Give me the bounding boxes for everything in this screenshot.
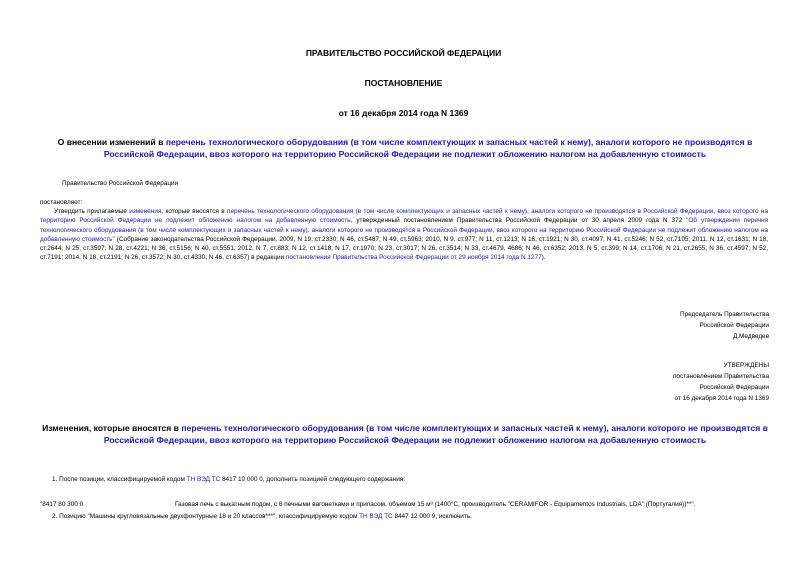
amendment-1277-link[interactable]: постановления Правительства Российской Федерации от 29 ноября 2014 года N 1277 xyxy=(285,254,542,262)
document-type: ПОСТАНОВЛЕНИЕ xyxy=(364,78,443,88)
body-text-4: (Собрание законодательства Российской Федерации, 2009, N 19, ст.2330; N 46, ст.5487; N 49, ст.5963; 2010, N 9, ст.977; N 11, ст.1213; N 16, ст.1921; N 30, ст.4097; N 41, ст.5246; N 52, ст.7105; 2011, N 12, ст.1631; N 18, ст.2644; N 25, ст.3597; N 28, ст.4221; N 36, ст.5156; N 40, ст.5551; 2012, N 7, ст.883; N 12, ст.1418; N 17, ст.1970; N 23, ст.3017; N 26, ст.3514; N 33, ст.4679, 4686; N 46, ст.6352; 2013, N 5, ст.399; N 14, ст.1706; N 21, ст.2655; N 36, ст.4597; N 52, ст.7191; 2014, N 18, ст.2191; N 26, ст.3572; N 30, ст.4330; N 46, ст.6357) в редакции xyxy=(40,235,769,262)
government-header: ПРАВИТЕЛЬСТВО РОССИЙСКОЙ ФЕДЕРАЦИИ xyxy=(305,48,502,58)
signature-block xyxy=(680,309,769,342)
approved-date: от 16 декабря 2014 года N 1369 xyxy=(674,395,769,402)
approved-label: УТВЕРЖДЕНЫ xyxy=(723,362,769,369)
approved-by: постановлением Правительства xyxy=(673,373,769,380)
resolution-title xyxy=(40,136,770,160)
signature-country: Российской Федерации xyxy=(699,322,769,329)
changes-title xyxy=(40,422,770,446)
title-list-link[interactable]: перечень технологического оборудования (в том числе комплектующих и запасных частей к нему), аналоги которого не производятся в Российской Федерации, ввоз которого на территорию Российской Федерации не подлежит обложению налогом на добавленную стоимость xyxy=(103,137,753,159)
inserted-row-code: "8417 80 300 0 xyxy=(40,501,84,508)
decides-line: постановляет: xyxy=(40,199,83,206)
item-2-tnved-link[interactable]: ТН ВЭД ТС xyxy=(359,513,393,520)
changes-link[interactable]: изменения xyxy=(129,208,162,215)
approval-block xyxy=(673,360,769,404)
body-text-1: Утвердить прилагаемые xyxy=(54,208,130,215)
resolution-372-link[interactable]: "Об утверждении перечня технологического оборудования (в том числе комплектующих и запасных частей к нему), аналоги которого не производятся в Российской Федерации, ввоз которого на территорию Российской Федерации не подлежит обложению налогом на добавленную стоимость" xyxy=(40,217,769,243)
main-paragraph xyxy=(40,207,768,263)
inserted-row-description: Газовая печь с выкатным подом, с 6 печными вагонетками и припасом, объемом 15 м³ (1400°С, производитель "CERAMIFOR - Equipamentos Industrials, LDA" (Португалия))**". xyxy=(175,501,696,508)
item-2-text-a: 2. Позицию "Машины кругловязальные двухфонтурные 18 и 20 классов***", классифицируемую кодом xyxy=(52,513,360,520)
changes-title-text: Изменения, которые вносятся в xyxy=(42,423,182,433)
body-text-5: ). xyxy=(541,254,546,262)
item-2 xyxy=(52,512,472,521)
signature-name: Д.Медведев xyxy=(732,333,769,340)
body-text-3: , утвержденный постановлением Правительства Российской Федерации от 30 апреля 2009 года N 372 xyxy=(350,217,687,225)
item-1-text-b: 8417 10 000 0, дополнить позицией следующего содержания: xyxy=(220,476,406,483)
signature-position: Председатель Правительства xyxy=(680,311,769,318)
changes-title-list-link[interactable]: перечень технологического оборудования (в том числе комплектующих и запасных частей к нему), аналоги которого не производятся в Российской Федерации, ввоз которого на территорию Российской Федерации не подлежит обложению налогом на добавленную стоимость xyxy=(103,423,768,445)
body-text-2: , которые вносятся в xyxy=(161,208,228,215)
item-1 xyxy=(52,475,405,484)
document-date-number: от 16 декабря 2014 года N 1369 xyxy=(338,108,469,118)
issuer-line: Правительство Российской Федерации xyxy=(62,180,179,187)
item-2-text-b: 8447 12 000 9, исключить. xyxy=(392,513,472,520)
item-1-text-a: 1. После позиции, классифицируемой кодом xyxy=(52,476,187,483)
equipment-list-link[interactable]: перечень технологического оборудования (в том числе комплектующих и запасных частей к нему), аналоги которого не производятся в Российской Федерации, ввоз которого на территорию Российской Федерации не подлежит обложению налогом на добавленную стоимость xyxy=(40,208,768,225)
title-text: О внесении изменений в xyxy=(57,137,166,147)
item-1-tnved-link[interactable]: ТН ВЭД ТС xyxy=(186,476,221,483)
approved-country: Российской Федерации xyxy=(699,384,769,391)
